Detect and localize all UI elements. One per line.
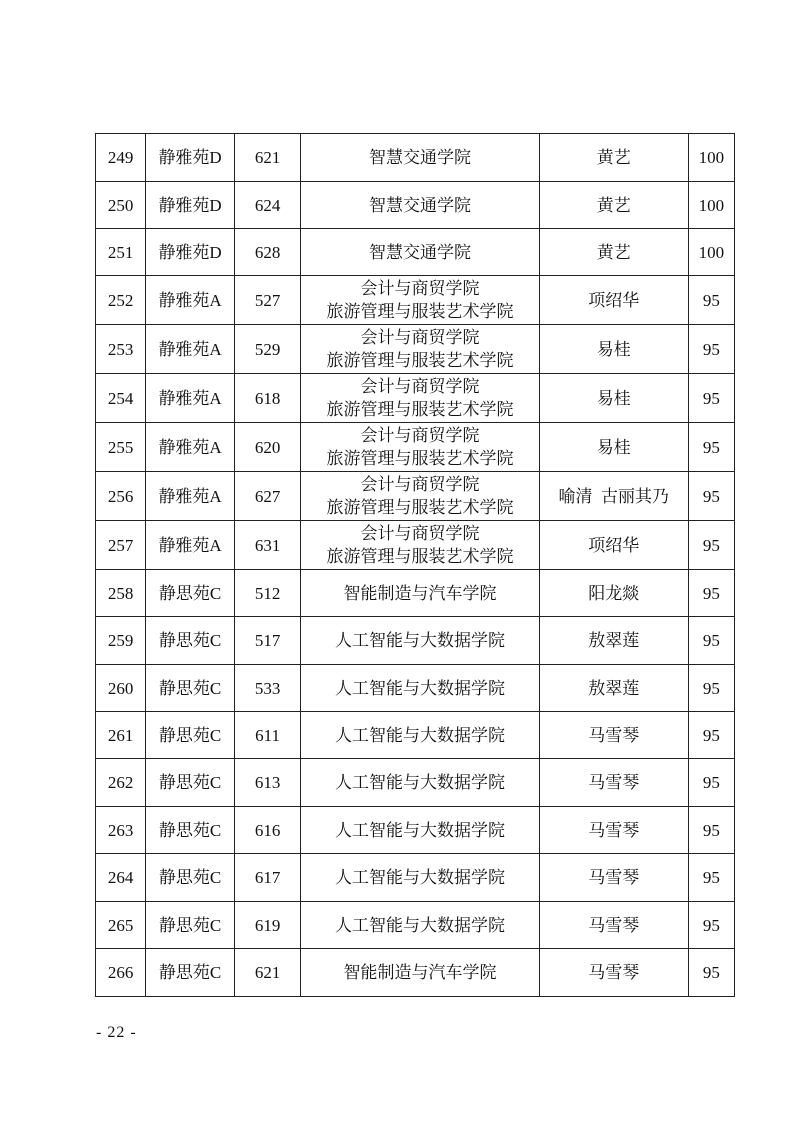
college-line-2: 旅游管理与服装艺术学院 — [326, 449, 514, 468]
table-row — [96, 182, 735, 229]
table-row — [96, 521, 735, 570]
responsible-person-cell: 项绍华 — [539, 521, 688, 570]
row-number-cell: 250 — [96, 182, 146, 229]
room-cell: 620 — [234, 423, 300, 472]
college-cell — [301, 229, 539, 276]
building-cell: 静思苑C — [146, 949, 235, 997]
table-row — [96, 570, 735, 617]
building-cell: 静雅苑D — [146, 134, 235, 182]
score-cell: 100 — [688, 229, 734, 276]
table-row — [96, 472, 735, 521]
college-line-1: 会计与商贸学院 — [360, 279, 480, 298]
responsible-person-cell: 易桂 — [539, 423, 688, 472]
score-cell: 95 — [688, 325, 734, 374]
row-number-cell: 261 — [96, 712, 146, 759]
table-row — [96, 374, 735, 423]
score-cell: 100 — [688, 134, 734, 182]
room-cell: 533 — [234, 665, 300, 712]
score-cell: 95 — [688, 949, 734, 997]
responsible-person-cell: 易桂 — [539, 325, 688, 374]
college-cell — [301, 759, 539, 807]
building-cell: 静思苑C — [146, 617, 235, 665]
table-row — [96, 949, 735, 997]
college-cell — [301, 276, 539, 325]
college-line-1: 人工智能与大数据学院 — [335, 868, 505, 887]
college-line-2: 旅游管理与服装艺术学院 — [326, 302, 514, 321]
responsible-person-cell: 马雪琴 — [539, 807, 688, 854]
row-number-cell: 252 — [96, 276, 146, 325]
college-line-1: 人工智能与大数据学院 — [335, 725, 505, 745]
college-cell — [301, 949, 539, 997]
room-cell: 512 — [234, 570, 300, 617]
table-row — [96, 229, 735, 276]
college-line-1: 人工智能与大数据学院 — [335, 915, 505, 935]
building-cell: 静雅苑A — [146, 374, 235, 423]
college-line-1: 会计与商贸学院 — [360, 328, 480, 347]
college-cell — [301, 521, 539, 570]
score-cell: 95 — [688, 759, 734, 807]
room-cell: 631 — [234, 521, 300, 570]
college-line-1: 人工智能与大数据学院 — [335, 820, 505, 840]
college-cell — [301, 854, 539, 902]
room-cell: 529 — [234, 325, 300, 374]
score-cell: 95 — [688, 712, 734, 759]
building-cell: 静雅苑A — [146, 325, 235, 374]
college-line-1: 会计与商贸学院 — [360, 377, 480, 396]
responsible-person-cell: 黄艺 — [539, 182, 688, 229]
row-number-cell: 258 — [96, 570, 146, 617]
row-number-cell: 251 — [96, 229, 146, 276]
room-cell: 627 — [234, 472, 300, 521]
building-cell: 静思苑C — [146, 902, 235, 949]
row-number-cell: 255 — [96, 423, 146, 472]
college-cell — [301, 325, 539, 374]
responsible-person-cell: 马雪琴 — [539, 902, 688, 949]
score-cell: 95 — [688, 521, 734, 570]
room-cell: 616 — [234, 807, 300, 854]
room-cell: 517 — [234, 617, 300, 665]
row-number-cell: 266 — [96, 949, 146, 997]
table-row — [96, 759, 735, 807]
building-cell: 静思苑C — [146, 759, 235, 807]
row-number-cell: 262 — [96, 759, 146, 807]
college-cell — [301, 807, 539, 854]
score-cell: 95 — [688, 902, 734, 949]
responsible-person-cell: 阳龙燚 — [539, 570, 688, 617]
college-cell — [301, 472, 539, 521]
room-cell: 624 — [234, 182, 300, 229]
row-number-cell: 257 — [96, 521, 146, 570]
row-number-cell: 253 — [96, 325, 146, 374]
room-cell: 611 — [234, 712, 300, 759]
room-cell: 628 — [234, 229, 300, 276]
responsible-person-cell: 黄艺 — [539, 134, 688, 182]
dormitory-score-table — [95, 133, 735, 997]
table-row — [96, 617, 735, 665]
room-cell: 621 — [234, 949, 300, 997]
responsible-person-cell: 黄艺 — [539, 229, 688, 276]
row-number-cell: 249 — [96, 134, 146, 182]
score-cell: 95 — [688, 570, 734, 617]
college-line-2: 旅游管理与服装艺术学院 — [326, 351, 514, 370]
college-cell — [301, 665, 539, 712]
building-cell: 静思苑C — [146, 665, 235, 712]
page-number: - 22 - — [96, 1024, 137, 1041]
responsible-person-cell: 敖翠莲 — [539, 665, 688, 712]
table-row — [96, 902, 735, 949]
table-row — [96, 423, 735, 472]
college-line-2: 旅游管理与服装艺术学院 — [326, 547, 514, 566]
responsible-person-cell: 敖翠莲 — [539, 617, 688, 665]
table-body — [96, 134, 735, 997]
college-cell — [301, 423, 539, 472]
score-cell: 100 — [688, 182, 734, 229]
college-cell — [301, 374, 539, 423]
college-line-1: 会计与商贸学院 — [360, 426, 480, 445]
college-line-2: 旅游管理与服装艺术学院 — [326, 498, 514, 517]
building-cell: 静雅苑A — [146, 423, 235, 472]
building-cell: 静雅苑D — [146, 229, 235, 276]
college-line-1: 智能制造与汽车学院 — [343, 963, 497, 982]
room-cell: 527 — [234, 276, 300, 325]
score-cell: 95 — [688, 617, 734, 665]
row-number-cell: 265 — [96, 902, 146, 949]
college-cell — [301, 182, 539, 229]
row-number-cell: 260 — [96, 665, 146, 712]
responsible-person-cell: 马雪琴 — [539, 949, 688, 997]
college-cell — [301, 134, 539, 182]
building-cell: 静思苑C — [146, 570, 235, 617]
building-cell: 静思苑C — [146, 712, 235, 759]
responsible-person-cell: 喻清 古丽其乃 — [539, 472, 688, 521]
table-row — [96, 807, 735, 854]
responsible-person-cell: 项绍华 — [539, 276, 688, 325]
score-cell: 95 — [688, 807, 734, 854]
score-cell: 95 — [688, 854, 734, 902]
college-line-2: 旅游管理与服装艺术学院 — [326, 400, 514, 419]
room-cell: 613 — [234, 759, 300, 807]
score-cell: 95 — [688, 374, 734, 423]
table-row — [96, 712, 735, 759]
college-line-1: 会计与商贸学院 — [360, 524, 480, 543]
score-cell: 95 — [688, 472, 734, 521]
table-row — [96, 134, 735, 182]
building-cell: 静雅苑A — [146, 521, 235, 570]
room-cell: 621 — [234, 134, 300, 182]
score-cell: 95 — [688, 276, 734, 325]
building-cell: 静雅苑D — [146, 182, 235, 229]
responsible-person-cell: 马雪琴 — [539, 712, 688, 759]
row-number-cell: 256 — [96, 472, 146, 521]
responsible-person-cell: 马雪琴 — [539, 759, 688, 807]
table-row — [96, 325, 735, 374]
building-cell: 静雅苑A — [146, 472, 235, 521]
college-cell — [301, 570, 539, 617]
college-line-1: 会计与商贸学院 — [360, 475, 480, 494]
responsible-person-cell: 易桂 — [539, 374, 688, 423]
college-cell — [301, 617, 539, 665]
building-cell: 静思苑C — [146, 807, 235, 854]
score-cell: 95 — [688, 665, 734, 712]
row-number-cell: 254 — [96, 374, 146, 423]
row-number-cell: 263 — [96, 807, 146, 854]
building-cell: 静雅苑A — [146, 276, 235, 325]
room-cell: 619 — [234, 902, 300, 949]
college-cell — [301, 902, 539, 949]
college-cell — [301, 712, 539, 759]
college-line-1: 智能制造与汽车学院 — [343, 583, 497, 603]
responsible-person-cell: 马雪琴 — [539, 854, 688, 902]
row-number-cell: 259 — [96, 617, 146, 665]
table-row — [96, 276, 735, 325]
college-line-1: 人工智能与大数据学院 — [335, 773, 505, 792]
room-cell: 618 — [234, 374, 300, 423]
college-line-1: 智慧交通学院 — [369, 148, 471, 167]
score-cell: 95 — [688, 423, 734, 472]
room-cell: 617 — [234, 854, 300, 902]
table-row — [96, 665, 735, 712]
college-line-1: 智慧交通学院 — [369, 242, 471, 262]
row-number-cell: 264 — [96, 854, 146, 902]
table-row — [96, 854, 735, 902]
college-line-1: 人工智能与大数据学院 — [335, 678, 505, 698]
building-cell: 静思苑C — [146, 854, 235, 902]
college-line-1: 智慧交通学院 — [369, 195, 471, 215]
college-line-1: 人工智能与大数据学院 — [335, 631, 505, 650]
